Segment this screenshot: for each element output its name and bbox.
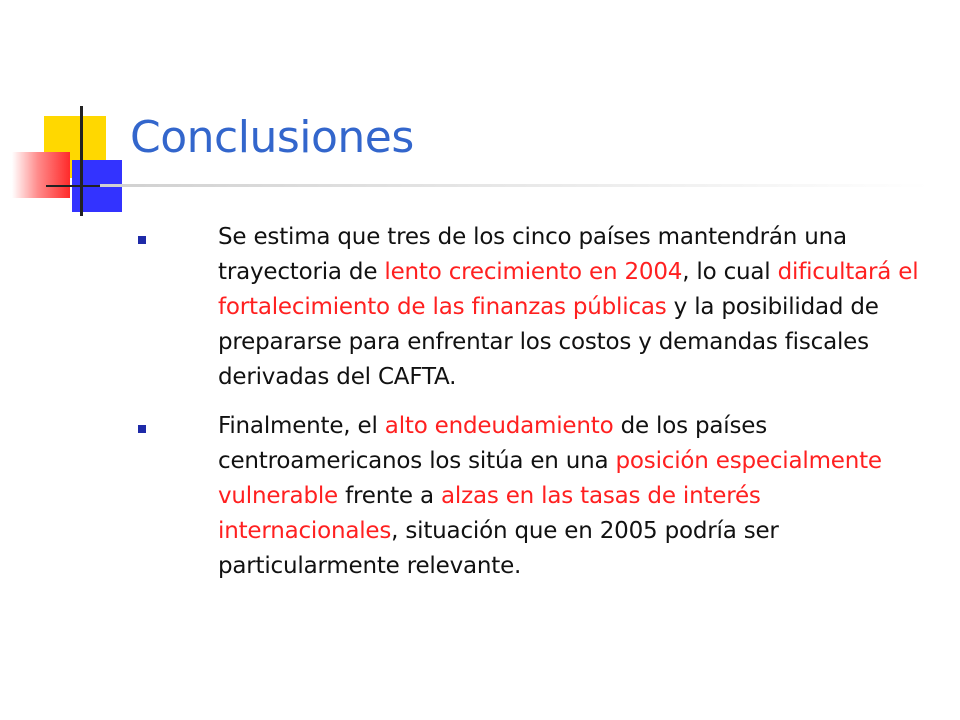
text-segment: y la posibilidad de prepararse para enfrentar los costos y demandas fiscales derivadas del CAFTA. xyxy=(218,294,879,390)
text-segment: Finalmente, el xyxy=(218,413,385,439)
title-underline-rule xyxy=(100,184,930,187)
text-segment: , lo cual xyxy=(682,259,778,285)
highlight-segment: alzas en las tasas de interés internacionales xyxy=(218,483,761,544)
bullet-list xyxy=(138,220,918,598)
highlight-segment: posición especialmente vulnerable xyxy=(218,448,882,509)
highlight-segment: alto endeudamiento xyxy=(384,413,614,439)
text-segment: frente a xyxy=(338,483,441,509)
slide-title: Conclusiones xyxy=(130,112,414,163)
text-segment: , situación que en 2005 podría ser particularmente relevante. xyxy=(218,518,779,579)
text-segment: de los países centroamericanos los sitúa en una xyxy=(218,413,767,474)
logo-vertical-line xyxy=(80,106,83,216)
bullet-square-icon xyxy=(138,236,146,244)
bullet-square-icon xyxy=(138,425,146,433)
highlight-segment: lento crecimiento en 2004 xyxy=(384,259,683,285)
bullet-item xyxy=(138,220,918,395)
bullet-text xyxy=(218,220,938,395)
logo-red-gradient-block xyxy=(12,152,70,198)
highlight-segment: dificultará el fortalecimiento de las finanzas públicas xyxy=(218,259,919,320)
bullet-item xyxy=(138,409,918,584)
bullet-text xyxy=(218,409,938,584)
text-segment: Se estima que tres de los cinco países mantendrán una trayectoria de xyxy=(218,224,847,285)
